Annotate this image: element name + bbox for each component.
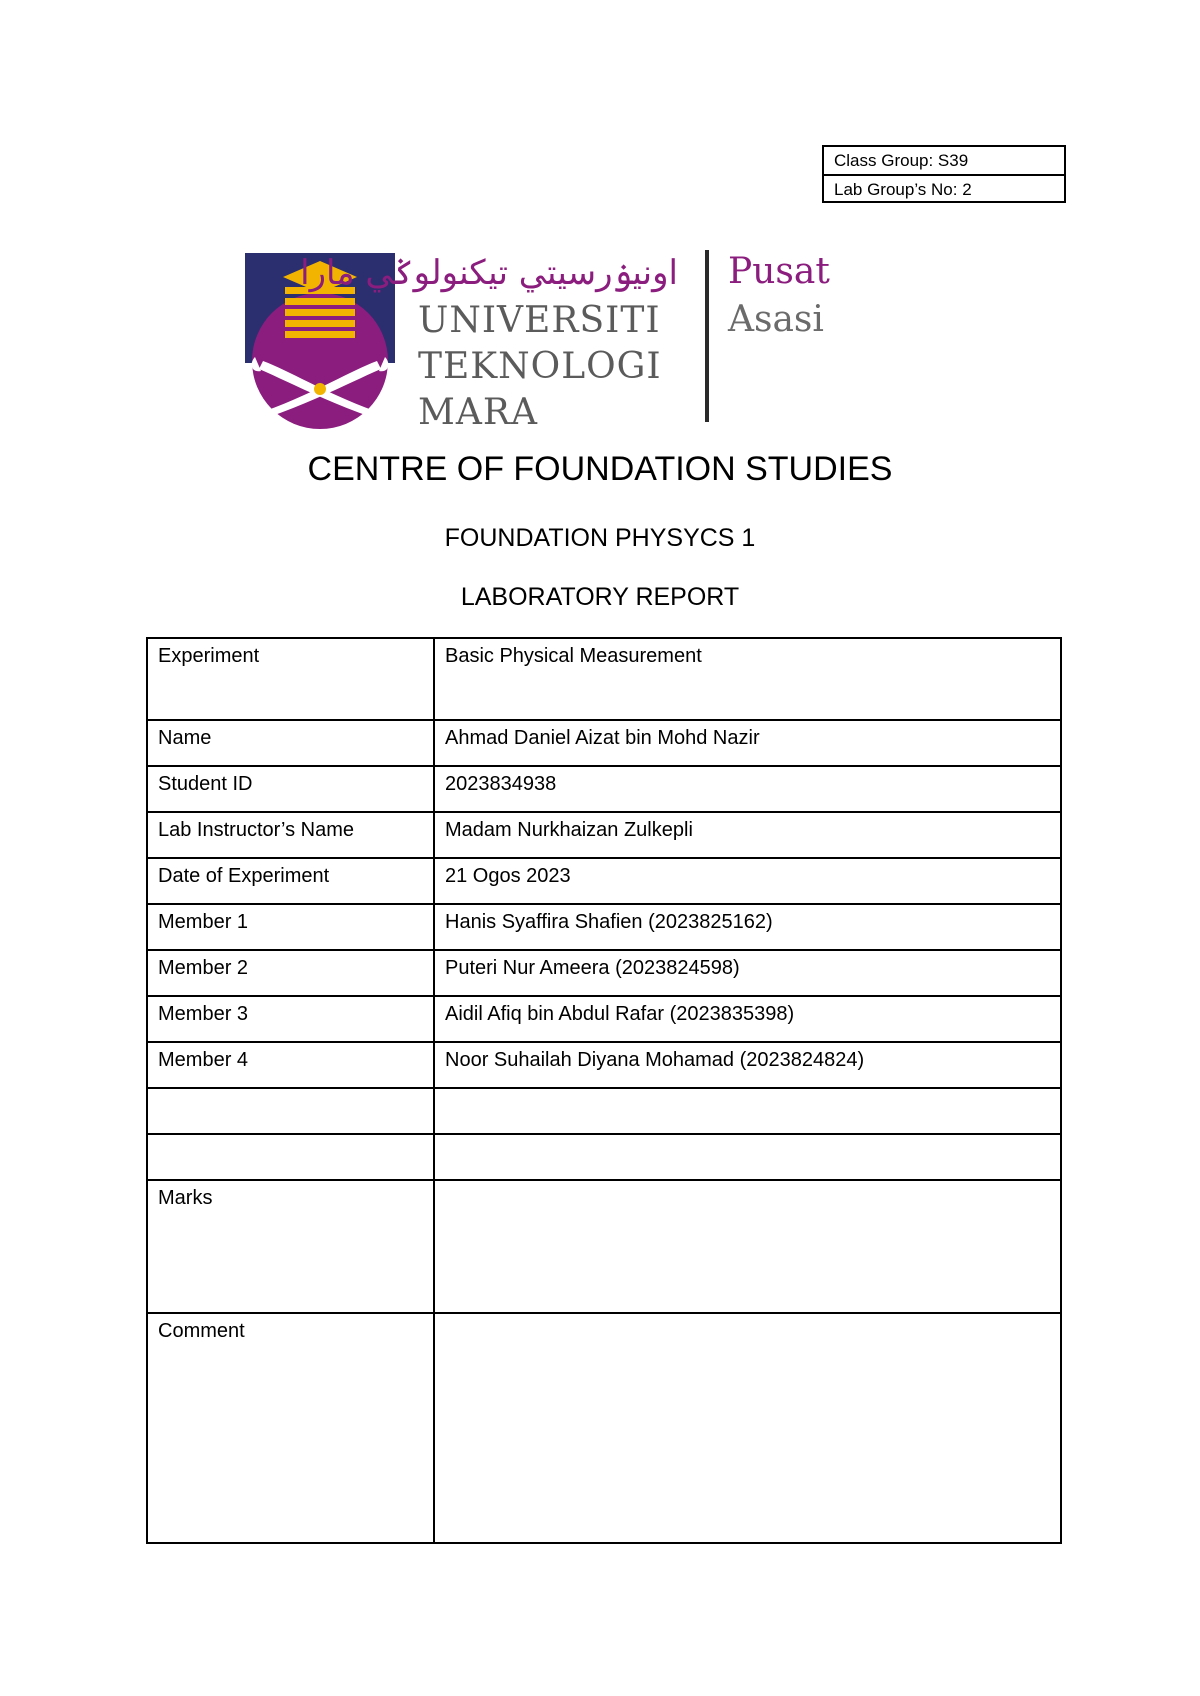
subject-title: FOUNDATION PHYSYCS 1 bbox=[444, 524, 756, 552]
row-value: Puteri Nur Ameera (2023824598) bbox=[434, 950, 1061, 996]
table-row bbox=[147, 996, 1061, 1042]
row-label: Member 4 bbox=[147, 1042, 434, 1088]
report-title: LABORATORY REPORT bbox=[460, 583, 740, 611]
centre-title: CENTRE OF FOUNDATION STUDIES bbox=[307, 450, 893, 488]
class-group-label: Class Group: S39 bbox=[834, 151, 969, 170]
university-line-2: TEKNOLOGI bbox=[418, 346, 662, 387]
row-value: Basic Physical Measurement bbox=[434, 638, 1061, 720]
row-label bbox=[147, 1134, 434, 1180]
row-label: Name bbox=[147, 720, 434, 766]
row-label: Comment bbox=[147, 1313, 434, 1543]
row-value: Ahmad Daniel Aizat bin Mohd Nazir bbox=[434, 720, 1061, 766]
table-row bbox=[147, 766, 1061, 812]
row-value: Aidil Afiq bin Abdul Rafar (2023835398) bbox=[434, 996, 1061, 1042]
table-row bbox=[147, 720, 1061, 766]
uitm-logo bbox=[245, 248, 845, 434]
row-label bbox=[147, 1088, 434, 1134]
row-value: Noor Suhailah Diyana Mohamad (2023824824) bbox=[434, 1042, 1061, 1088]
row-value: Hanis Syaffira Shafien (2023825162) bbox=[434, 904, 1061, 950]
row-label: Member 1 bbox=[147, 904, 434, 950]
university-line-3: MARA bbox=[418, 392, 538, 433]
row-value bbox=[434, 1134, 1061, 1180]
pusat-asasi-wordmark bbox=[728, 248, 830, 344]
university-line-1: UNIVERSITI bbox=[418, 300, 661, 341]
row-label: Date of Experiment bbox=[147, 858, 434, 904]
row-label: Member 2 bbox=[147, 950, 434, 996]
jawi-wordmark: اونيۏرسيتي تيكنولوݢي مارا bbox=[300, 253, 678, 293]
row-label: Student ID bbox=[147, 766, 434, 812]
row-value: Madam Nurkhaizan Zulkepli bbox=[434, 812, 1061, 858]
class-group-box bbox=[822, 145, 1066, 203]
lab-group-label: Lab Group’s No: 2 bbox=[824, 174, 1064, 201]
table-row bbox=[147, 858, 1061, 904]
row-label: Lab Instructor’s Name bbox=[147, 812, 434, 858]
report-info-table bbox=[146, 637, 1062, 1544]
table-row-marks bbox=[147, 1180, 1061, 1313]
row-value bbox=[434, 1088, 1061, 1134]
table-row bbox=[147, 1042, 1061, 1088]
table-row bbox=[147, 638, 1061, 720]
table-row-empty bbox=[147, 1134, 1061, 1180]
unit-line-1: Pusat bbox=[728, 251, 830, 292]
unit-line-2: Asasi bbox=[728, 299, 824, 340]
row-value: 21 Ogos 2023 bbox=[434, 858, 1061, 904]
logo-divider bbox=[705, 250, 709, 422]
table-row bbox=[147, 904, 1061, 950]
row-label: Marks bbox=[147, 1180, 434, 1313]
row-label: Member 3 bbox=[147, 996, 434, 1042]
university-wordmark bbox=[418, 298, 662, 436]
table-row bbox=[147, 950, 1061, 996]
table-row bbox=[147, 812, 1061, 858]
comment-cell bbox=[434, 1313, 1061, 1543]
marks-cell bbox=[434, 1180, 1061, 1313]
row-value: 2023834938 bbox=[434, 766, 1061, 812]
table-row-comment bbox=[147, 1313, 1061, 1543]
table-row-empty bbox=[147, 1088, 1061, 1134]
row-label: Experiment bbox=[147, 638, 434, 720]
